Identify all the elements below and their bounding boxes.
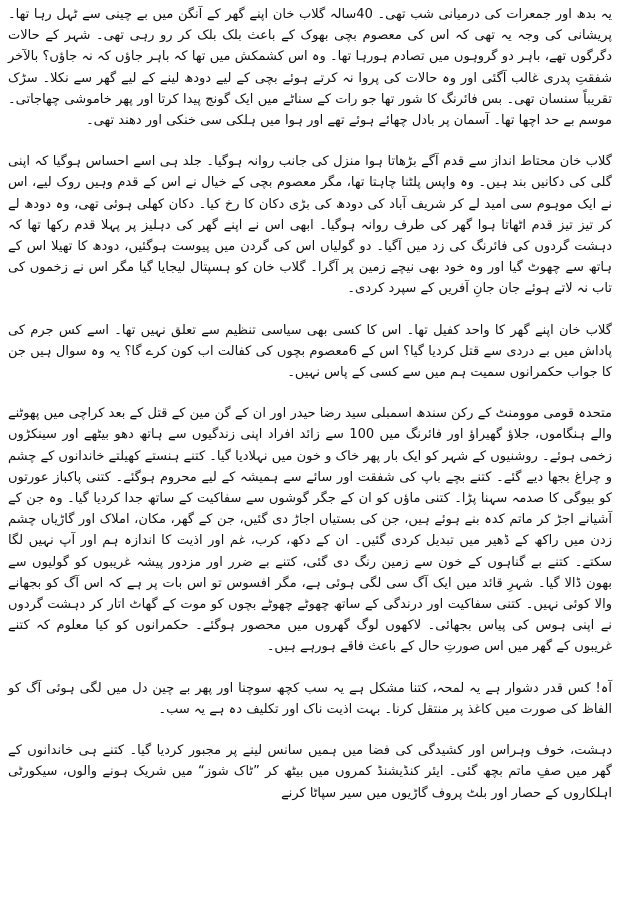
article-paragraph: آہ! کس قدر دشوار ہے یہ لمحہ، کتنا مشکل ہے یہ سب کچھ سوچنا اور پھر بے چین دل میں لگی ہوئی آگ کو الفاظ کی صورت میں کاغذ پر منتقل کرنا۔ بہت اذیت ناک اور تکلیف دہ ہے یہ سب۔ [8, 680, 612, 717]
article-paragraph: گلاب خان محتاط انداز سے قدم آگے بڑھاتا ہوا منزل کی جانب روانہ ہوگیا۔ جلد ہی اسے احساس ہوگیا کہ اپنی گلی کی دکانیں بند ہیں۔ وہ واپس پلٹنا چاہتا تھا، مگر معصوم بچی کے خیال نے اس کے قدم وہیں روک لیے، اس نے ایک موہوم سی امید لے کر شریف آباد کی دودھ کی بڑی دکان کا رخ کیا۔ دکان کھلی ہوئی تھی، وہ دودھ لے کر تیز تیز قدم اٹھاتا ہوا گھر کی طرف روانہ ہوگیا۔ ابھی اس نے اپنے گھر کی دہلیز پر پہلا قدم رکھا تھا کہ دہشت گردوں کی فائرنگ کی زد میں آگیا۔ دو گولیاں اس کی گردن میں پیوست ہوگئیں، دودھ کا تھیلا اس کے ہاتھ سے چھوٹ گیا اور وہ خود بھی نیچے زمین پر آگرا۔ گلاب خان کو ہسپتال لیجایا گیا مگر اس نے زخموں کی تاب نہ لاتے ہوئے جان جانِ آفریں کے سپرد کردی۔ [8, 154, 612, 297]
article-paragraph: گلاب خان اپنے گھر کا واحد کفیل تھا۔ اس کا کسی بھی سیاسی تنظیم سے تعلق نہیں تھا۔ اسے کس جرم کی پاداش میں بے دردی سے قتل کردیا گیا؟ اس کے 6معصوم بچوں کی کفالت اب کون کرے گا؟ یہ وہ سوال ہیں جن کا جواب حکمرانوں سمیت ہم میں سے کسی کے پاس نہیں۔ [8, 322, 613, 381]
article-paragraph: یہ بدھ اور جمعرات کی درمیانی شب تھی۔ 40سالہ گلاب خان اپنے گھر کے آنگن میں بے چینی سے ٹہل رہا تھا۔ پریشانی کی وجہ یہ تھی کہ اس کی معصوم بچی بھوک کے باعث بلک بلک کر رو رہی تھی۔ شہر کے حالات دگرگوں تھے، باہر دو گروہوں میں تصادم ہورہا تھا۔ وہ اس کشمکش میں تھا کہ باہر جاؤں کہ نہ جاؤں؟ بالآخر شفقتِ پدری غالب آگئی اور وہ حالات کی پروا نہ کرتے ہوئے بچی کے لیے دودھ لینے کے لیے گھر سے نکلا۔ سڑک تقریباً سنسان تھی۔ بس فائرنگ کا شور تھا جو رات کے سناٹے میں ایک گونج پیدا کرتا اور پھر خاموشی چھاجاتی۔ موسم بے حد اچھا تھا۔ آسمان پر بادل چھائے ہوئے تھے اور ہوا میں ہلکی سی خنکی اور دھند تھی۔ [8, 7, 612, 129]
article-paragraph: دہشت، خوف وہراس اور کشیدگی کی فضا میں ہمیں سانس لینے پر مجبور کردیا گیا۔ کتنے ہی خاندانوں کے گھر میں صفِ ماتم بچھ گئی۔ ایئر کنڈیشنڈ کمروں میں بیٹھ کر ”ٹاک شوز“ میں شریک ہونے والوں، سیکورٹی اہلکاروں کے حصار اور بلٹ پروف گاڑیوں میں سیر سپاٹا کرنے [8, 743, 612, 801]
article-paragraph: متحدہ قومی موومنٹ کے رکن سندھ اسمبلی سید رضا حیدر اور ان کے گن مین کے قتل کے بعد کراچی میں پھوٹنے والے ہنگاموں، جلاؤ گھیراؤ اور فائرنگ میں 100 سے زائد افراد اپنی زندگیوں سے ہاتھ دھو بیٹھے اور سینکڑوں زخمی ہوئے۔ روشنیوں کے شہر کو ایک بار پھر خاک و خون میں نہلادیا گیا۔ کتنے ہنستے کھیلتے خاندانوں کے چشم و چراغ بجھا دیے گئے۔ کتنے بچے باپ کی شفقت اور سائے سے ہمیشہ کے لیے محروم ہوگئے۔ کتنی پاکباز عورتوں کو بیوگی کا صدمہ سہنا پڑا۔ کتنی ماؤں کو ان کے جگر گوشوں سے سفاکیت کے ساتھ جدا کردیا گیا۔ وہ جن کے آشیانے اجڑ کر ماتم کدہ بنے ہوئے ہیں، جن کی بستیاں اجاڑ دی گئیں، جن کے گھر، مکان، املاک اور گاڑیاں چشم زدن میں راکھ کے ڈھیر میں تبدیل کردی گئیں۔ ان کے دکھ، کرب، غم اور اذیت کا اندازہ ہم اور آپ نہیں لگا سکتے۔ کتنے بے گناہوں کے خون سے زمین رنگ دی گئی، کتنے بے ضرر اور مزدور پیشہ غریبوں کو گولیوں سے بھون ڈالا گیا۔ شہرِ قائد میں ایک آگ سی لگی ہوئی ہے، مگر افسوس تو اس بات پر ہے کہ اس آگ کو بجھانے والا کوئی نہیں۔ کتنی سفاکیت اور درندگی کے ساتھ چھوٹے چھوٹے بچوں کو موت کے گھاٹ اتار کر دہشت گردوں نے اپنی ہوس کی پیاس بجھائی۔ لاکھوں لوگ گھروں میں محصور ہوگئے۔ حکمرانوں کو کیا معلوم کہ کتنے غریبوں کے گھر میں اس صورتِ حال کے باعث فاقے ہورہے ہیں۔ [8, 406, 613, 655]
